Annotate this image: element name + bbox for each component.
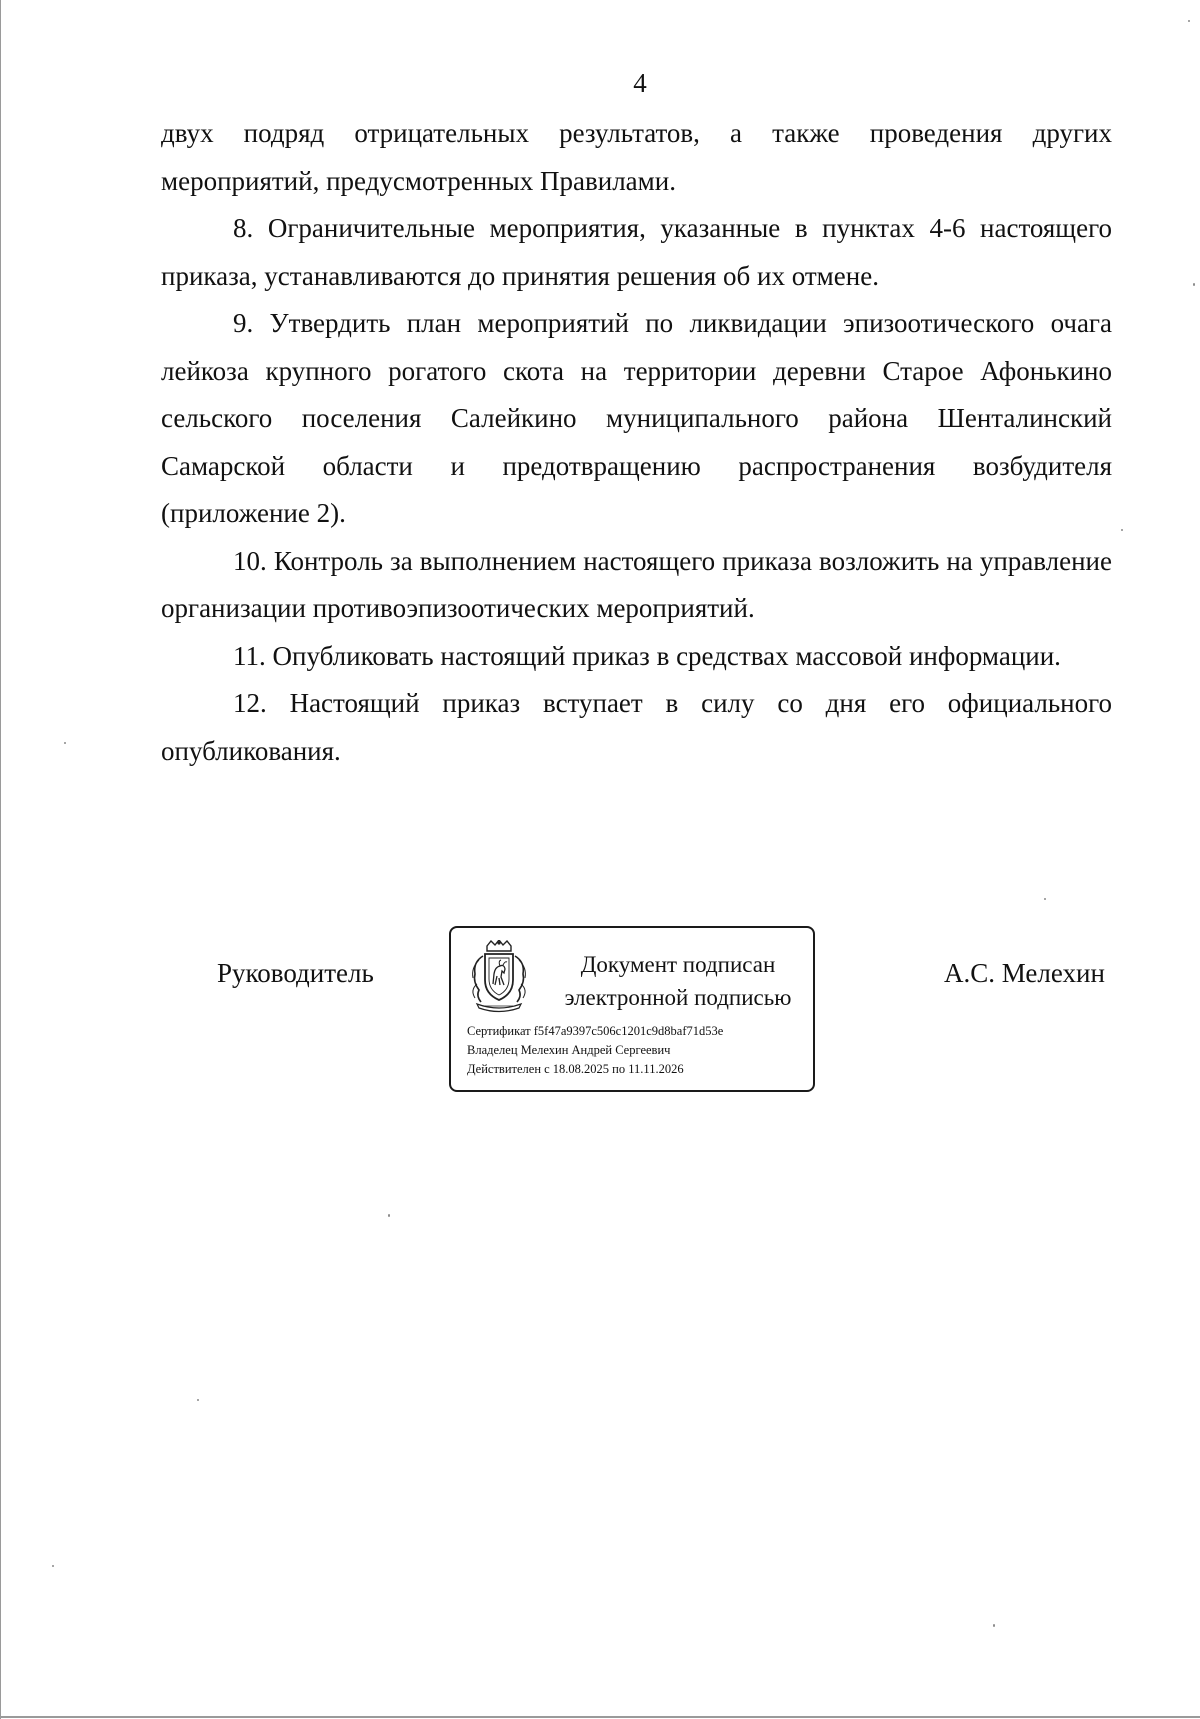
samara-coat-of-arms-icon [467,940,531,1014]
stamp-validity: Действителен с 18.08.2025 по 11.11.2026 [467,1062,684,1076]
document-body [161,110,1112,775]
scan-edge-bottom [0,1716,1200,1718]
stamp-certificate: Сертификат f5f47a9397c506c1201c9d8baf71d53e [467,1024,724,1038]
scan-speck [64,742,66,744]
scan-edge-left [0,0,1,1719]
stamp-owner: Владелец Мелехин Андрей Сергеевич [467,1043,671,1057]
paragraph-item-11: 11. Опубликовать настоящий приказ в средствах массовой информации. [233,640,1061,671]
scan-speck [197,1399,199,1401]
scan-speck [993,1624,995,1627]
scan-speck [52,1565,54,1567]
paragraph-continuation: двух подряд отрицательных результатов, а также проведения других мероприятий, предусмотренных Правилами. [161,118,1112,196]
scan-speck [1044,898,1046,900]
paragraph-item-8: 8. Ограничительные мероприятия, указанные в пунктах 4-6 настоящего приказа, устанавливаются до принятия решения об их отмене. [161,213,1112,291]
page-number: 4 [633,68,647,98]
stamp-title-line-1: Документ подписан [580,952,776,977]
scan-speck [388,1214,390,1217]
stamp-details [467,1022,807,1079]
electronic-signature-stamp [449,926,815,1092]
stamp-title-line-2: электронной подписью [564,985,792,1010]
scan-speck [1193,283,1195,286]
scan-speck [1121,529,1123,531]
paragraph-item-9: 9. Утвердить план мероприятий по ликвидации эпизоотического очага лейкоза крупного рогатого скота на территории деревни Старое Афонькино сельского поселения Салейкино муниципального района Шенталинский Самарской области и предотвращению распространения возбудителя (приложение 2). [161,308,1112,528]
scan-speck [1188,20,1190,22]
signer-name: А.С. Мелехин [944,958,1105,988]
paragraph-item-12: 12. Настоящий приказ вступает в силу со дня его официального опубликования. [161,688,1112,766]
stamp-title [547,948,809,1014]
paragraph-item-10: 10. Контроль за выполнением настоящего приказа возложить на управление организации противоэпизоотических мероприятий. [161,545,1112,623]
signer-position: Руководитель [217,958,374,988]
